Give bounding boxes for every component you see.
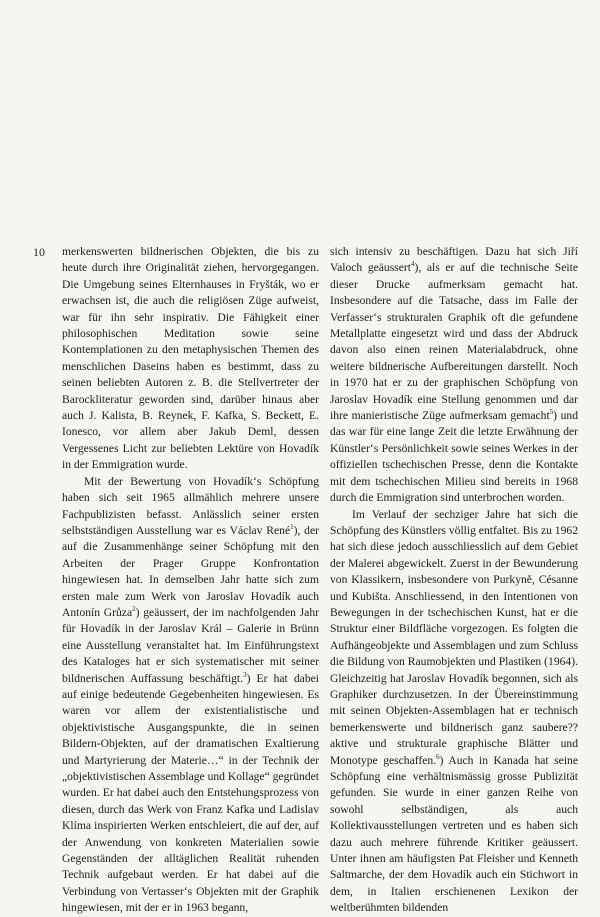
text-run: ) Auch in Kanada hat seine Schöpfung eine verhältnismässig grosse Publizität gefunden. Sie wurde in einer ganzen Reihe von sowohl selbständigen, als auch Kollektivausstellungen vertreten und es haben sich dazu auch mehrere führende Kritiker geäussert. Unter ihnen am häufigsten Pat Fleisher und Kenneth Saltmarche, der dem Hovadík auch ein Stichwort in dem, in Italien erschienenen Lexikon der weltberühmten bildenden [330, 753, 578, 915]
page-number: 10 [33, 245, 45, 259]
paragraph [62, 244, 319, 474]
text-run: sich intensiv zu beschäftigen. Dazu hat sich Jiří Valoch geäussert [330, 245, 578, 275]
footnote-marker: 1 [290, 522, 294, 531]
text-column-right [330, 244, 578, 917]
footnote-marker: 6 [436, 752, 440, 761]
paragraph [330, 244, 578, 507]
text-run: ), als er auf die technische Seite dieser Drucke aufmerksam gemacht hat. Insbesondere auf die Tatsache, dass im Falle der Verfasser‘s strukturalen Graphik oft die gefundene Metallplatte eingesetzt wird und dass der Abdruck davon also einen reinen Materialabdruck, ohne weitere bildnerische Aufbereitungen darstellt. Noch in 1970 hat er zu der graphischen Schöpfung von Jaroslav Hovadík eine Stellung genommen und dar ihre manieristische Züge aufmerksam gemacht [330, 261, 578, 423]
text-run: ), der auf die Zusammenhänge seiner Schöpfung mit den Arbeiten der Prager Gruppe Konfrontation hingewiesen hat. In demselben Jahr hatte sich zum ersten male zum Werk von Jaroslav Hovadík auch Antonín Grůza [62, 523, 319, 619]
footnote-marker: 5 [549, 408, 554, 417]
text-run: ) und das war für eine lange Zeit die letzte Erwähnung der Künstler‘s Persönlichkeit sowie seines Werkes in der offiziellen tschechischen Presse, denn die Kontakte mit dem tschechischen Milieu sind bereits in 1968 durch die Emmigration sind unterbrochen worden. [330, 409, 578, 505]
text-run: Mit der Bewertung von Hovadík‘s Schöpfung haben sich seit 1965 allmählich mehrere unsere Fachpublizisten befasst. Anlässlich seiner ersten selbstständigen Ausstellung war es Václav René [62, 474, 319, 537]
text-run: Im Verlauf der sechziger Jahre hat sich die Schöpfung des Künstlers völlig entfaltet. Bis zu 1962 hat sich diese jedoch ausschliesslich auf dem Gebiet der Malerei abgewickelt. Zuerst in der Bewunderung von Klassikern, insbesondere von Purkyně, Césanne und Kubišta. Anschliessend, in den Intentionen von Bewegungen in der tschechischen Kunst, hat er die Struktur einer Bildfläche vorgezogen. Es folgten die Aufhängeobjekte und Assemblagen und zum Schluss die Bildung von Raumobjekten und Plastiken (1964). Gleichzeitig hat Jaroslav Hovadík begonnen, sich als Graphiker durchzusetzen. In der Übereinstimmung mit seinen Objekten-Assemblagen hat er technisch bemerkenswerte und bildnerisch ganz saubere?? aktive und strukturale graphische Blätter und Monotype geschaffen. [330, 507, 578, 767]
text-run: ) geäussert, der im nachfolgenden Jahr für Hovadík in der Jaroslav Král – Galerie in Brünn eine Ausstellung veranstaltet hat. Im Einführungstext des Kataloges hat er sich systematischer mit seiner bildnerischen Auffassung beschäftigt. [62, 605, 319, 685]
text-column-left [62, 244, 319, 917]
footnote-marker: 2 [132, 604, 136, 613]
footnote-marker: 4 [410, 260, 415, 269]
text-run: ) Er hat dabei auf einige bedeutende Gegebenheiten hingewiesen. Es waren vor allem der existentialistische und objektivistische Ausgangspunkte, die in seinen Bildern-Objekten, auf der dramatischen Exaltierung und Martyrierung der Materie…“ in der Technik der „objektivistischen Assemblage und Kollage“ gegründet wurden. Er hat dabei auch den Entstehungsprozess von diesen, durch das Werk von Franz Kafka und Ladislav Klíma inspirierten Werken entschleiert, die auf der, auf der Anwendung von konkreten Materialien sowie Gegenständen der alltäglichen Realität ruhenden Technik aufgebaut werden. Er hat dabei auf die Verbindung von Vertasser‘s Objekten mit der Graphik hingewiesen, mit der er in 1963 begann, [62, 671, 319, 915]
paragraph [62, 474, 319, 917]
footnote-marker: 3 [243, 670, 247, 679]
text-run: merkenswerten bildnerischen Objekten, die bis zu heute durch ihre Originalität ziehen, hervorgegangen. Die Umgebung seines Elternhauses in Fryšták, wo er erwachsen ist, die auch die religiösen Züge aufweist, war für ihn sehr inspirativ. Die Fähigkeit einer philosophischen Meditation sowie seine Kontemplationen zu den metaphysischen Themen des menschlichen Daseins haben es bestimmt, dass zu seinen beliebten Autoren z. B. die Stellvertreter der Barockliteratur geworden sind, darüber hinaus aber auch J. Kalista, B. Reynek, F. Kafka, S. Beckett, E. Ionesco, vor allem aber Jakub Deml, dessen Vergessenes Licht zur beliebten Lektüre von Hovadík in der Emmigration wurde. [62, 245, 319, 472]
paragraph [330, 507, 578, 917]
